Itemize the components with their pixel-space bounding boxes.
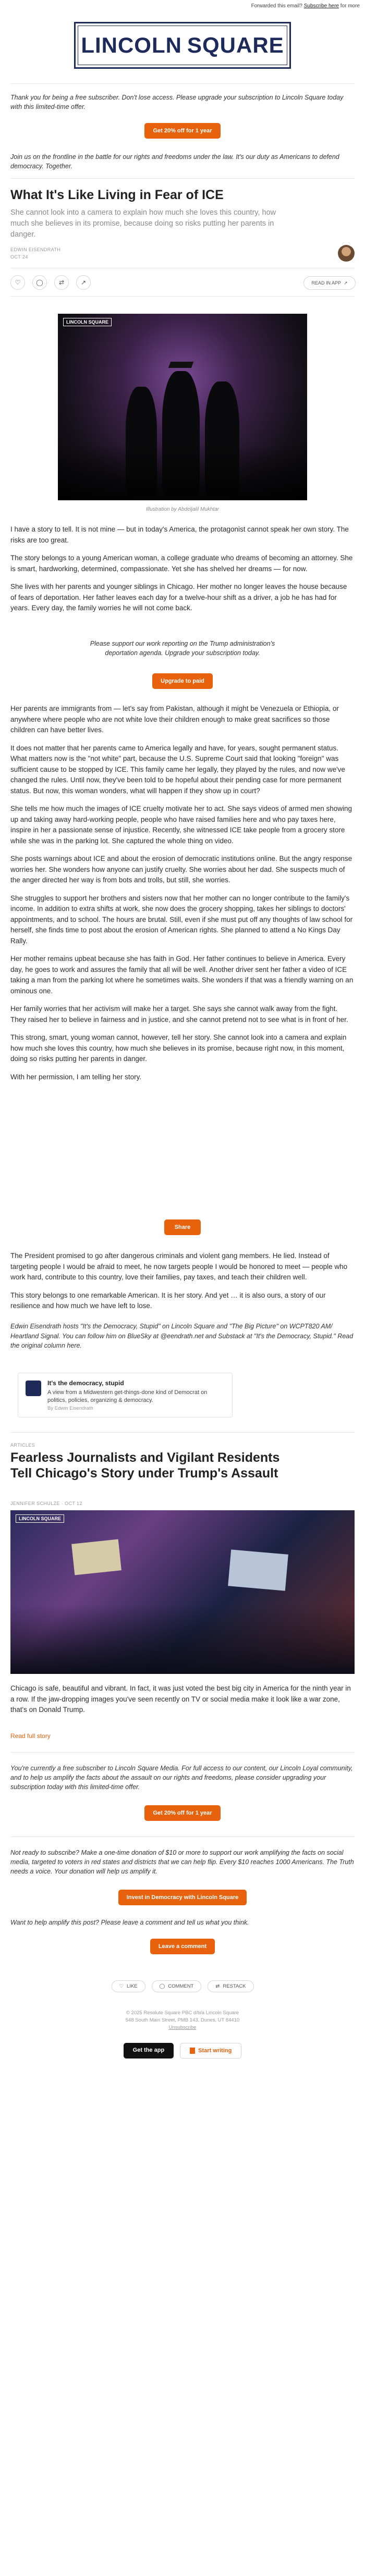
sign [228, 1549, 288, 1591]
article2-title[interactable]: Fearless Journalists and Vigilant Residents Tell Chicago's Story under Trump's Assault [10, 1450, 280, 1481]
substack-icon [190, 2048, 195, 2054]
crowd [10, 1604, 355, 1674]
comment-button[interactable]: ◯ COMMENT [152, 1980, 202, 1992]
image-caption: Illustration by Abdeljalil Mukhtar [145, 507, 220, 512]
body-paragraph: It does not matter that her parents came to America legally and have, for years, sought permanent status. What matters now is the "not white" part, because the U.S. Supreme Court said that looking "foreign" was sufficient cause to be stopped by ICE. This family came her legally, they played by the rules, and now we've changed the rules. Until now, they've been told to be hopeful about their pending case for more permanent status. But now, this woman wonders, what will happen if they show up in court? [10, 744, 345, 795]
share-icon[interactable]: ↗ [76, 275, 91, 290]
body-paragraph: She posts warnings about ICE and about the erosion of democratic institutions online. But the angry response worries her. She wonders how anyone can justify cruelty. She worries about her dad. She suspects much of the anger directed her way is from bots and trolls, but still, she worries. [10, 855, 352, 884]
external-link-icon: ↗ [343, 280, 348, 286]
body-paragraph: The story belongs to a young American woman, a college graduate who dreams of becoming an attorney. She is smart, hardworking, determined, compassionate. Yet she has shelved her dreams — for now. [10, 554, 353, 573]
body-paragraph: The President promised to go after dangerous criminals and violent gang members. He lied. Instead of targeting people I would be afraid to meet, he now targets people I would be honored to meet — people who work hard, contribute to this country, love their families, pay taxes, and teach their children well. [10, 1252, 348, 1281]
image-logo: LINCOLN SQUARE [16, 1514, 64, 1523]
restack-icon[interactable]: ⇄ [54, 275, 69, 290]
body-paragraph: I have a story to tell. It is not mine — but in today's America, the protagonist cannot speak her own story. The risks are too great. [10, 525, 349, 544]
body-paragraph: This story belongs to one remarkable American. It is her story. And yet … it is also ours, a story of our resilience and how much we have left to lose. [10, 1291, 326, 1310]
body-paragraph: She struggles to support her brothers and sisters now that her mother can no longer contribute to the family's income. In addition to extra shifts at work, she now does the grocery shopping, takes her siblings to doctors' appointments, and to school. The hours are brutal. Still, even if she must put off any thoughts of law school for herself, she finds time to post about the erosion of American rights. She planned to attend a No Kings Day Rally. [10, 894, 353, 945]
publication-logo [26, 1381, 41, 1396]
subscribe-link[interactable]: Subscribe here [303, 3, 339, 9]
article2-body: Chicago is safe, beautiful and vibrant. In fact, it was just voted the best big city in America for the ninth year in a row. If the jaw-dropping images you've seen recently on TV or social media make it look like a war zone, that's on Donald Trump. [10, 1684, 351, 1714]
author-name[interactable]: EDWIN EISENDRATH [10, 247, 61, 252]
article-subtitle: She cannot look into a camera to explain how much she loves this country, how much she believes in its promise, because doing so risks putting her parents in danger. [10, 208, 276, 239]
graduation-cap-icon [168, 362, 193, 368]
heart-icon[interactable]: ♡ [10, 275, 25, 290]
restack-icon: ⇄ [215, 1983, 220, 1989]
invest-text: Not ready to subscribe? Make a one-time donation of $10 or more to support our work amplifying the facts on social media, targeted to voters in red states and districts that we can help flip. Every $10 reaches 1000 Americans. The Truth needs a voice. Your donation will help us amplify it. [10, 1849, 354, 1875]
leave-comment-button[interactable]: Leave a comment [150, 1939, 215, 1954]
post-date: OCT 24 [10, 254, 28, 260]
publication-title: It's the democracy, stupid [47, 1379, 124, 1387]
read-in-app-button[interactable]: READ IN APP ↗ [303, 276, 356, 290]
invest-button[interactable]: Invest in Democracy with Lincoln Square [118, 1890, 247, 1905]
body-paragraph: Her family worries that her activism will make her a target. She says she cannot walk away from the fight. They raised her to believe in fairness and in justice, and she cannot pretend not to see what is in front of her. [10, 1005, 348, 1024]
avatar[interactable] [338, 245, 355, 262]
publication-card[interactable] [18, 1373, 233, 1418]
comment-icon[interactable]: ◯ [32, 275, 47, 290]
hero-image [58, 314, 307, 500]
sign [71, 1539, 121, 1575]
body-paragraph: This strong, smart, young woman cannot, however, tell her story. She cannot look into a camera and explain how much she loves this country, how much she believes in its promise, because right now, in this moment, doing so risks putting her parents in danger. [10, 1033, 347, 1063]
get-app-button[interactable]: Get the app [124, 2043, 174, 2059]
footer-promo-text: You're currently a free subscriber to Lincoln Square Media. For full access to our content, our Lincoln Loyal community, and to help us amplify the facts about the assault on our rights and freedoms, please consider upgrading your subscription today with this limited-time offer. [10, 1765, 353, 1791]
article2-image[interactable] [10, 1510, 355, 1674]
legal-footer: © 2025 Resolute Square PBC d/b/a Lincoln Square 548 South Main Street, PMB 143, Dunes, UT 84410 Unsubscribe [0, 2010, 365, 2031]
body-paragraph: Her mother remains upbeat because she has faith in God. Her father continues to believe in America. Every day, he goes to work and assures the family that all will be well. Another driver sent her father a video of ICE taking a man from the parking lot where he sometimes waits. She wonders if that was a friendly warning on an ominous one. [10, 955, 354, 995]
restack-button[interactable]: ⇄ RESTACK [208, 1980, 253, 1992]
forwarded-bar: Forwarded this email? Subscribe here for more [251, 3, 360, 9]
brand-name-right: SQUARE [187, 33, 284, 57]
upgrade-button[interactable]: Upgrade to paid [152, 673, 213, 689]
body-paragraph: Her parents are immigrants from — let's say from Pakistan, although it might be Venezuela or Ethiopia, or anywhere where people who are not white love their children enough to make great sacrifices so those children can have better lives. [10, 705, 339, 734]
image-logo: LINCOLN SQUARE [63, 318, 112, 326]
read-full-story-link[interactable]: Read full story [10, 1732, 51, 1740]
body-paragraph: With her permission, I am telling her story. [10, 1073, 142, 1081]
brand-name-left: LINCOLN [81, 33, 182, 57]
spotlight [58, 444, 307, 500]
body-paragraph: She lives with her parents and younger siblings in Chicago. Her mother no longer leaves the house because of fears of deportation. Her father leaves each day for a twelve-hour shift as a driver, a job he has had for years. Every day, the family worries he will not come back. [10, 583, 347, 612]
author-bio: Edwin Eisendrath hosts "It's the Democracy, Stupid" on Lincoln Square and "The Big Picture" on WCPT820 AM/ Heartland Signal. You can follow him on BlueSky at @eendrath.net and Substack at "It's the Democracy, Stupid." Read the original column here. [10, 1323, 354, 1349]
like-button[interactable]: ♡ LIKE [112, 1980, 145, 1992]
promo-join: Join us on the frontline in the battle for our rights and freedoms under the law. It's our duty as Americans to defend democracy. Together. [10, 153, 339, 170]
unsubscribe-link[interactable]: Unsubscribe [168, 2025, 197, 2030]
share-button[interactable]: Share [164, 1219, 201, 1235]
brand-logo[interactable] [74, 22, 291, 69]
body-paragraph: She tells me how much the images of ICE cruelty motivate her to act. She says videos of armed men showing up and taking away hard-working people, people who have raised families here and who pay taxes here, inspire in her a passionate sense of injustice. Recently, she witnessed ICE take people from a grocery store while she was in the parking lot. She captured the whole thing on video. [10, 805, 352, 845]
offer-button[interactable]: Get 20% off for 1 year [144, 123, 220, 139]
article-title[interactable]: What It's Like Living in Fear of ICE [10, 188, 224, 202]
promo-intro: Thank you for being a free subscriber. Don't lose access. Please upgrade your subscription to Lincoln Square today with this limited-time offer. [10, 94, 344, 110]
section-kicker: ARTICLES [10, 1443, 35, 1448]
comment-prompt: Want to help amplify this post? Please leave a comment and tell us what you think. [10, 1919, 249, 1926]
publication-description: A view from a Midwestern get-things-done kind of Democrat on politics, policies, organizing & democracy. [47, 1389, 208, 1403]
article2-meta: JENNIFER SCHULZE · OCT 12 [10, 1501, 82, 1506]
start-writing-button[interactable]: Start writing [180, 2043, 241, 2059]
support-note: Please support our work reporting on the Trump administration's deportation agenda. Upgrade your subscription today. [90, 640, 275, 657]
comment-icon: ◯ [159, 1983, 165, 1989]
footer-offer-button[interactable]: Get 20% off for 1 year [144, 1805, 220, 1821]
heart-icon: ♡ [119, 1983, 124, 1989]
publication-author: By Edwin Eisendrath [47, 1406, 93, 1411]
